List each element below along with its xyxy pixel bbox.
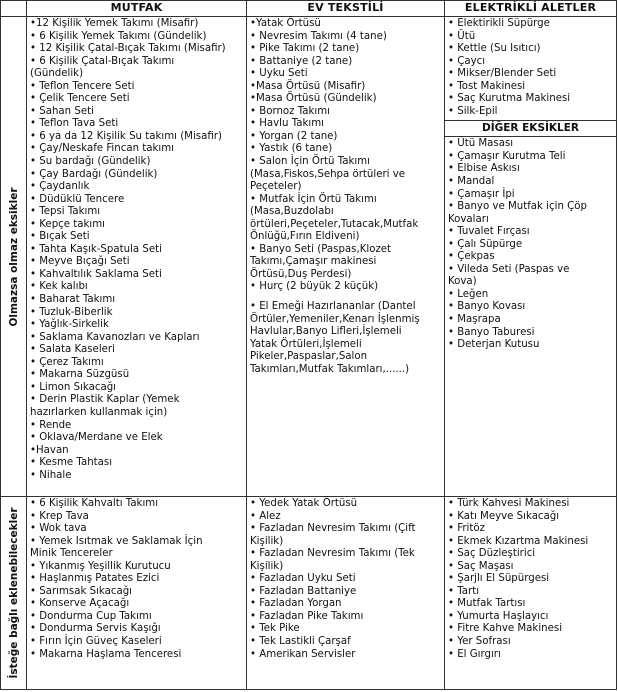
list-item: • Mikser/Blender Seti bbox=[448, 68, 557, 80]
list-item: Örtüler,Yemeniler,Kenarı İşlenmiş bbox=[250, 313, 420, 325]
list-item: Peçeteler) bbox=[250, 181, 302, 193]
list-item: • 12 Kişilik Çatal-Bıçak Takımı (Misafir) bbox=[30, 43, 226, 55]
list-item: •12 Kişilik Yemek Takımı (Misafir) bbox=[30, 18, 199, 29]
list-item: • Çay Bardağı (Gündelik) bbox=[30, 168, 158, 180]
list-item: Pikeler,Paspaslar,Salon bbox=[250, 351, 368, 363]
header-mutfak: MUTFAK bbox=[27, 1, 247, 17]
list-item: • Kesme Tahtası bbox=[30, 457, 113, 469]
list-item: Kişilik) bbox=[250, 535, 284, 547]
list-item: • Çamaşır Kurutma Teli bbox=[448, 150, 566, 162]
row-label-cell-optional bbox=[1, 497, 27, 690]
list-item: • Nihale bbox=[30, 469, 72, 481]
header-elektrikli-aletler: ELEKTRİKLİ ALETLER bbox=[445, 1, 617, 17]
must-have-ev-tekstili-cell bbox=[247, 17, 445, 497]
list-item: Önlüğü,Fırın Eldiveni) bbox=[250, 231, 360, 243]
list-item: • Kek kalıbı bbox=[30, 281, 88, 293]
list-item: • Silk-Epil bbox=[448, 105, 498, 117]
optional-row bbox=[1, 497, 617, 690]
list-item: • Fitre Kahve Makinesi bbox=[448, 623, 563, 635]
list-item: • Kahvaltılık Saklama Seti bbox=[30, 268, 162, 280]
optional-mutfak-cell bbox=[27, 497, 247, 690]
list-item: Yatak Örtüleri,İşlemeli bbox=[250, 338, 362, 350]
list-item: • Tartı bbox=[448, 585, 480, 597]
list-item: • Düdüklü Tencere bbox=[30, 193, 125, 205]
list-item: örtüleri,Peçeteler,Tutacak,Mutfak bbox=[250, 218, 419, 230]
list-item: •Masa Örtüsü (Misafir) bbox=[250, 80, 366, 92]
list-item: • Banyo ve Mutfak için Çöp bbox=[448, 201, 587, 213]
must-have-mutfak-list bbox=[27, 17, 246, 482]
list-item: • Yemek Isıtmak ve Saklamak İçin bbox=[30, 535, 203, 547]
list-item: • Rende bbox=[30, 419, 72, 431]
list-item: • Elbise Askısı bbox=[448, 163, 520, 175]
list-item: • Yumurta Haşlayıcı bbox=[448, 610, 549, 622]
list-item: • Salata Kaseleri bbox=[30, 344, 115, 356]
list-item: • El Gırgırı bbox=[448, 648, 501, 660]
list-item: • Elektirikli Süpürge bbox=[448, 18, 550, 29]
list-item: • Çekpas bbox=[448, 251, 495, 263]
row-label-optional: İsteğe bağlı eklenebilecekler bbox=[7, 507, 20, 679]
list-item: • Çalı Süpürge bbox=[448, 238, 523, 250]
list-item: •Havan bbox=[30, 444, 69, 456]
list-item: • Havlu Takımı bbox=[250, 118, 324, 130]
list-item: • Fazladan Pike Takımı bbox=[250, 610, 364, 622]
list-item: • Türk Kahvesi Makinesi bbox=[448, 498, 570, 509]
row-label-must-have: Olmazsa olmaz eksikler bbox=[7, 186, 20, 327]
list-item: • Ütü bbox=[448, 30, 476, 42]
list-item: • Alez bbox=[250, 510, 281, 522]
list-item: (Masa,Fiskos,Sehpa örtüleri ve bbox=[250, 168, 406, 180]
list-item: • Teflon Tencere Seti bbox=[30, 80, 135, 92]
header-row bbox=[1, 1, 617, 17]
list-item: • Saç Kurutma Makinesi bbox=[448, 93, 571, 105]
must-have-ev-tekstili-list bbox=[247, 17, 444, 294]
list-item: • Sarımsak Sıkacağı bbox=[30, 585, 132, 597]
list-item: • Tuvalet Fırçası bbox=[448, 226, 530, 238]
list-item: • Fazladan Nevresim Takımı (Tek bbox=[250, 548, 415, 560]
list-item: • Maşrapa bbox=[448, 314, 501, 326]
diger-eksikler-list bbox=[445, 137, 616, 351]
list-item: • Yer Sofrası bbox=[448, 636, 511, 648]
list-item: • Çerez Takımı bbox=[30, 356, 104, 368]
list-item: • 6 Kişilik Çatal-Bıçak Takımı bbox=[30, 55, 175, 67]
list-item: • Su bardağı (Gündelik) bbox=[30, 156, 151, 168]
list-item: • Tahta Kaşık-Spatula Seti bbox=[30, 243, 162, 255]
list-item: • Mutfak İçin Örtü Takımı bbox=[250, 193, 377, 205]
list-item: • Nevresim Takımı (4 tane) bbox=[250, 30, 387, 42]
list-item: • Çaydanlık bbox=[30, 181, 90, 193]
list-item: • Tek Pike bbox=[250, 623, 300, 635]
list-item: Havlular,Banyo Lifleri,İşlemeli bbox=[250, 326, 402, 338]
list-item: • Pike Takımı (2 tane) bbox=[250, 43, 360, 55]
list-item: • Amerikan Servisler bbox=[250, 648, 356, 660]
list-item: • Uyku Seti bbox=[250, 68, 308, 80]
list-item: • Mutfak Tartısı bbox=[448, 598, 526, 610]
list-item: • Ütü Masası bbox=[448, 138, 514, 150]
el-emegi-list bbox=[247, 300, 444, 376]
list-item: hazırlarken kullanmak için) bbox=[30, 406, 168, 418]
list-item: Takımları,Mutfak Takımları,......) bbox=[250, 363, 410, 375]
list-item: • Baharat Takımı bbox=[30, 294, 116, 306]
list-item: (Masa,Buzdolabı bbox=[250, 206, 334, 218]
list-item: • Yıkanmış Yeşillik Kurutucu bbox=[30, 560, 171, 572]
must-have-mutfak-cell bbox=[27, 17, 247, 497]
list-item: • Makarna Süzgüsü bbox=[30, 369, 130, 381]
optional-elektrikli-list bbox=[445, 497, 616, 661]
list-item: • Bornoz Takımı bbox=[250, 105, 331, 117]
list-item: • Limon Sıkacağı bbox=[30, 381, 117, 393]
optional-ev-tekstili-cell bbox=[247, 497, 445, 690]
list-item: • Çay/Neskafe Fincan takımı bbox=[30, 143, 174, 155]
list-item: • Oklava/Merdane ve Elek bbox=[30, 432, 163, 444]
list-item: • Dondurma Servis Kaşığı bbox=[30, 623, 161, 635]
list-item: • 6 Kişilik Yemek Takımı (Gündelik) bbox=[30, 30, 207, 42]
list-item: • Tek Lastikli Çarşaf bbox=[250, 636, 351, 648]
list-item: •Yatak Örtüsü bbox=[250, 18, 321, 29]
list-item: • Fritöz bbox=[448, 523, 485, 535]
list-item: • Saç Düzleştirici bbox=[448, 548, 536, 560]
list-item: • Şarjlı El Süpürgesi bbox=[448, 573, 550, 585]
list-item: • Tost Makinesi bbox=[448, 80, 526, 92]
list-item: • Makarna Haşlama Tenceresi bbox=[30, 648, 182, 660]
optional-ev-tekstili-list bbox=[247, 497, 444, 661]
list-item: • Meyve Bıçağı Seti bbox=[30, 256, 130, 268]
list-item: • Yastık (6 tane) bbox=[250, 143, 333, 155]
list-item: • Fazladan Battaniye bbox=[250, 585, 357, 597]
list-item: • Krep Tava bbox=[30, 510, 89, 522]
list-item: • Battaniye (2 tane) bbox=[250, 55, 353, 67]
list-item: • Derin Plastik Kaplar (Yemek bbox=[30, 394, 180, 406]
list-item: • 6 ya da 12 Kişilik Su takımı (Misafir) bbox=[30, 130, 222, 142]
list-item: • Banyo Kovası bbox=[448, 301, 526, 313]
header-diger-eksikler: DİĞER EKSİKLER bbox=[445, 120, 616, 137]
list-item: • Fazladan Uyku Seti bbox=[250, 573, 356, 585]
list-item: • Banyo Taburesi bbox=[448, 326, 535, 338]
list-item: • Çaycı bbox=[448, 55, 486, 67]
list-item: • Katı Meyve Sıkacağı bbox=[448, 510, 560, 522]
list-item: • Yorgan (2 tane) bbox=[250, 130, 338, 142]
optional-elektrikli-cell bbox=[445, 497, 617, 690]
list-item: Kişilik) bbox=[250, 560, 284, 572]
list-item: Kova) bbox=[448, 276, 477, 288]
header-ev-tekstili: EV TEKSTİLİ bbox=[247, 1, 445, 17]
list-item: • Haşlanmış Patates Ezici bbox=[30, 573, 160, 585]
list-item: Örtüsü,Duş Perdesi) bbox=[250, 268, 352, 280]
list-item: • Sahan Seti bbox=[30, 105, 94, 117]
list-item: • Saklama Kavanozları ve Kapları bbox=[30, 331, 200, 343]
list-item: • Hurç (2 büyük 2 küçük) bbox=[250, 281, 379, 293]
list-item: Minik Tencereler bbox=[30, 548, 113, 560]
list-item: Takımı,Çamaşır makinesi bbox=[250, 256, 377, 268]
list-item: • Teflon Tava Seti bbox=[30, 118, 119, 130]
list-item: • Bıçak Seti bbox=[30, 231, 90, 243]
list-item: •Masa Örtüsü (Gündelik) bbox=[250, 93, 377, 105]
list-item: • Salon İçin Örtü Takımı bbox=[250, 156, 371, 168]
list-item: • Çelik Tencere Seti bbox=[30, 93, 130, 105]
list-item: • Tuzluk-Biberlik bbox=[30, 306, 113, 318]
corner-cell bbox=[1, 1, 27, 17]
list-item: • Ekmek Kızartma Makinesi bbox=[448, 535, 589, 547]
list-item: (Gündelik) bbox=[30, 68, 84, 80]
list-item: • Fazladan Yorgan bbox=[250, 598, 342, 610]
must-have-row bbox=[1, 17, 617, 497]
list-item: • Yağlık-Sirkelik bbox=[30, 319, 109, 331]
list-item: • Banyo Seti (Paspas,Klozet bbox=[250, 243, 392, 255]
list-item: • Tepsi Takımı bbox=[30, 206, 101, 218]
row-label-cell-must-have bbox=[1, 17, 27, 497]
list-item: • Saç Maşası bbox=[448, 560, 514, 572]
must-have-elektrikli-cell bbox=[445, 17, 617, 497]
list-item: • Dondurma Cup Takımı bbox=[30, 610, 152, 622]
list-item: • Leğen bbox=[448, 288, 489, 300]
list-item: • Mandal bbox=[448, 176, 495, 188]
optional-mutfak-list bbox=[27, 497, 246, 661]
list-item: • Kepçe takımı bbox=[30, 218, 105, 230]
list-item: • El Emeği Hazırlananlar (Dantel bbox=[250, 301, 416, 313]
list-item: • Vileda Seti (Paspas ve bbox=[448, 263, 570, 275]
list-item: • Wok tava bbox=[30, 523, 87, 535]
list-item: • Fırın İçin Güveç Kaseleri bbox=[30, 636, 162, 648]
list-item: • Yedek Yatak Örtüsü bbox=[250, 498, 358, 509]
list-item: • Deterjan Kutusu bbox=[448, 339, 540, 351]
list-item: Kovaları bbox=[448, 213, 489, 225]
must-have-elektrikli-list bbox=[445, 17, 616, 118]
list-item: • Fazladan Nevresim Takımı (Çift bbox=[250, 523, 416, 535]
list-item: • Çamaşır İpi bbox=[448, 188, 515, 200]
list-item: • Konserve Açacağı bbox=[30, 598, 130, 610]
list-item: • 6 Kişilik Kahvaltı Takımı bbox=[30, 498, 159, 509]
list-item: • Kettle (Su Isıtıcı) bbox=[448, 43, 541, 55]
